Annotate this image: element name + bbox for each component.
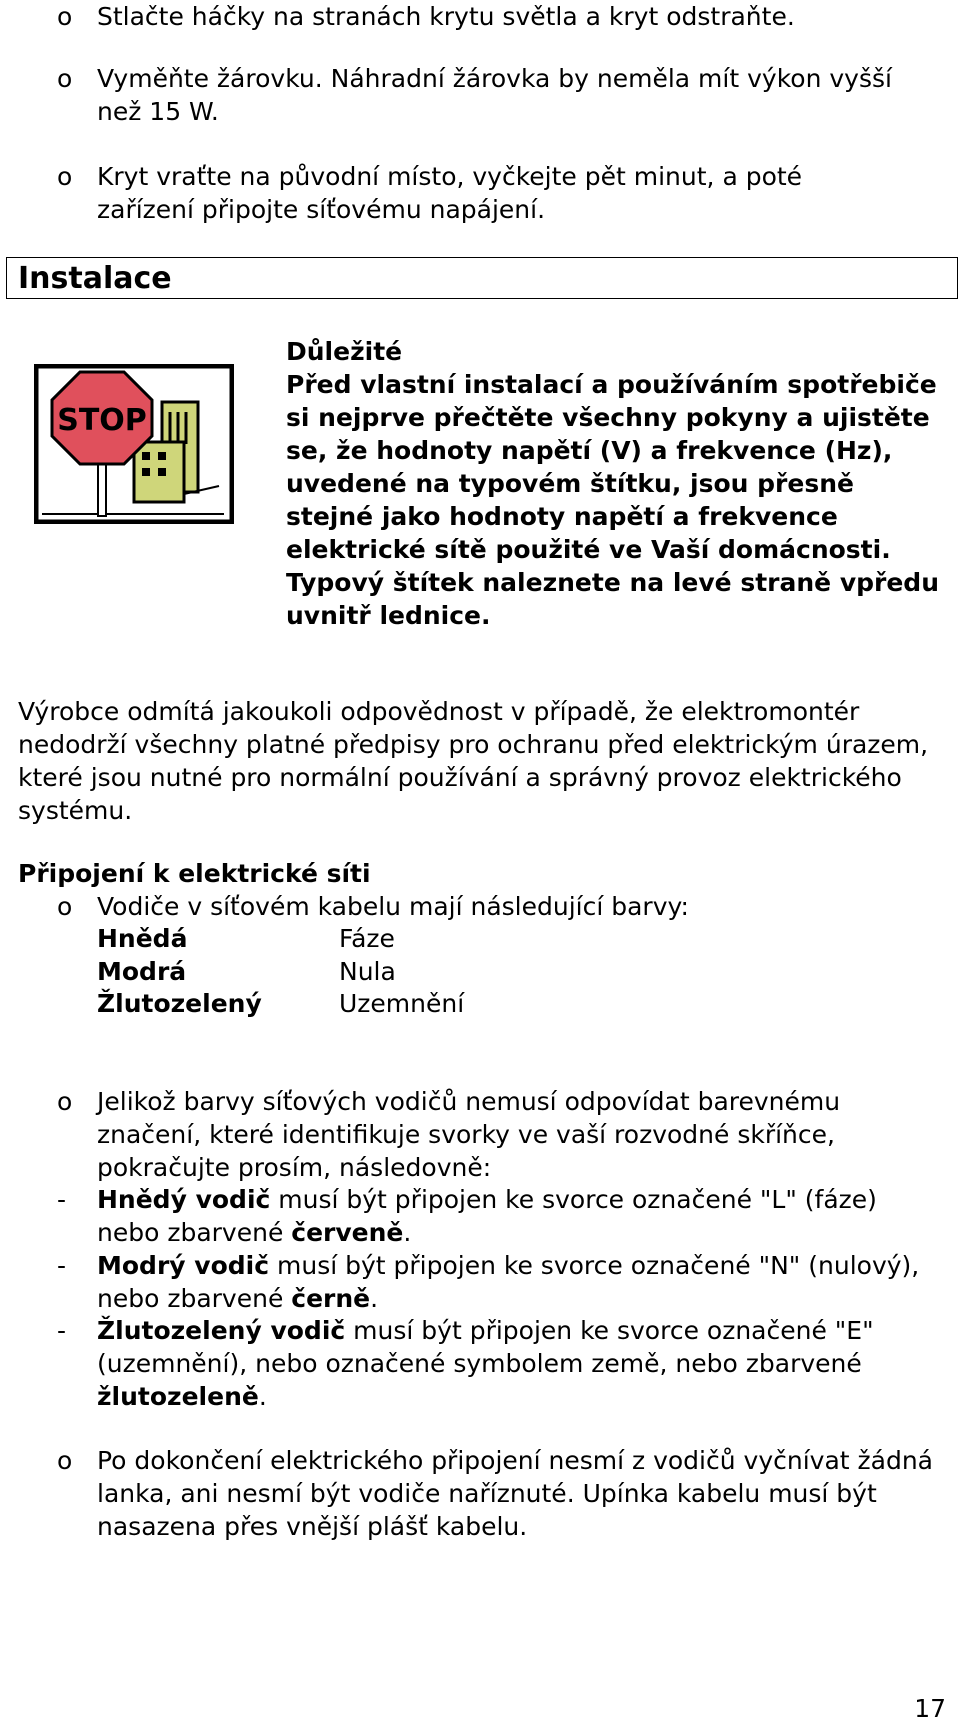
rule-end: .	[258, 1382, 267, 1411]
wire-rule	[97, 1249, 940, 1315]
stop-sign-icon	[34, 364, 234, 524]
list-bullet: o	[57, 892, 73, 921]
list-bullet: o	[57, 2, 73, 31]
connection-note: Jelikož barvy síťových vodičů nemusí odpovídat barevnému značení, které identifikuje svorky ve vaší rozvodné skříňce, pokračujte prosím, následovně:	[97, 1087, 841, 1182]
important-heading: Důležité	[286, 337, 403, 366]
wire-rule	[97, 1314, 940, 1413]
wire-rule	[97, 1183, 940, 1249]
rule-dash: -	[57, 1185, 67, 1214]
list-bullet: o	[57, 64, 73, 93]
rule-wire-name: Žlutozelený vodič	[97, 1316, 346, 1345]
connection-heading: Připojení k elektrické síti	[18, 859, 371, 888]
list-item-text: Stlačte háčky na stranách krytu světla a kryt odstraňte.	[97, 2, 795, 31]
rule-color: červeně	[291, 1218, 404, 1247]
important-notice	[286, 335, 946, 632]
wire-color: Modrá	[97, 957, 187, 986]
important-text: Před vlastní instalací a používáním spotřebiče si nejprve přečtěte všechny pokyny a ujistěte se, že hodnoty napětí (V) a frekvence (Hz), uvedené na typovém štítku, jsou přesně stejné jako hodnoty napětí a frekvence elektrické sítě použité ve Vaší domácnosti. Typový štítek naleznete na levé straně vpředu uvnitř lednice.	[286, 370, 940, 630]
section-header	[6, 257, 958, 299]
page-number: 17	[914, 1694, 946, 1723]
rule-wire-name: Hnědý vodič	[97, 1185, 271, 1214]
wire-color: Hnědá	[97, 924, 188, 953]
section-title: Instalace	[18, 261, 172, 296]
list-bullet: o	[57, 1087, 73, 1116]
rule-text: musí být připojen ke svorce označené "N" (nulový), nebo zbarvené	[97, 1251, 920, 1313]
rule-color: černě	[291, 1284, 371, 1313]
disclaimer-paragraph: Výrobce odmítá jakoukoli odpovědnost v případě, že elektromontér nedodrží všechny platné předpisy pro ochranu před elektrickým úrazem, které jsou nutné pro normální používání a správný provoz elektrického systému.	[18, 697, 929, 825]
stop-sign-illustration	[34, 364, 234, 524]
stop-sign-text: STOP	[57, 403, 147, 438]
list-item-text: Vyměňte žárovku. Náhradní žárovka by neměla mít výkon vyšší než 15 W.	[97, 64, 892, 126]
list-item-text: Kryt vraťte na původní místo, vyčkejte pět minut, a poté zařízení připojte síťovému napájení.	[97, 162, 803, 224]
rule-end: .	[370, 1284, 379, 1313]
rule-end: .	[403, 1218, 412, 1247]
wire-color: Žlutozelený	[97, 989, 262, 1018]
connection-final-note: Po dokončení elektrického připojení nesmí z vodičů vyčnívat žádná lanka, ani nesmí být vodiče naříznuté. Upínka kabelu musí být nasazena přes vnější plášť kabelu.	[97, 1446, 933, 1541]
connection-intro: Vodiče v síťovém kabelu mají následující barvy:	[97, 892, 689, 921]
wire-function: Fáze	[339, 924, 395, 953]
wire-function: Nula	[339, 957, 396, 986]
rule-dash: -	[57, 1251, 67, 1280]
wire-function: Uzemnění	[339, 989, 465, 1018]
rule-dash: -	[57, 1316, 67, 1345]
list-bullet: o	[57, 162, 73, 191]
rule-wire-name: Modrý vodič	[97, 1251, 270, 1280]
list-bullet: o	[57, 1446, 73, 1475]
rule-color: žlutozeleně	[97, 1382, 259, 1411]
rule-text: musí být připojen ke svorce označené "E" (uzemnění), nebo označené symbolem země, nebo zbarvené	[97, 1316, 874, 1378]
rule-text: musí být připojen ke svorce označené "L" (fáze) nebo zbarvené	[97, 1185, 877, 1247]
